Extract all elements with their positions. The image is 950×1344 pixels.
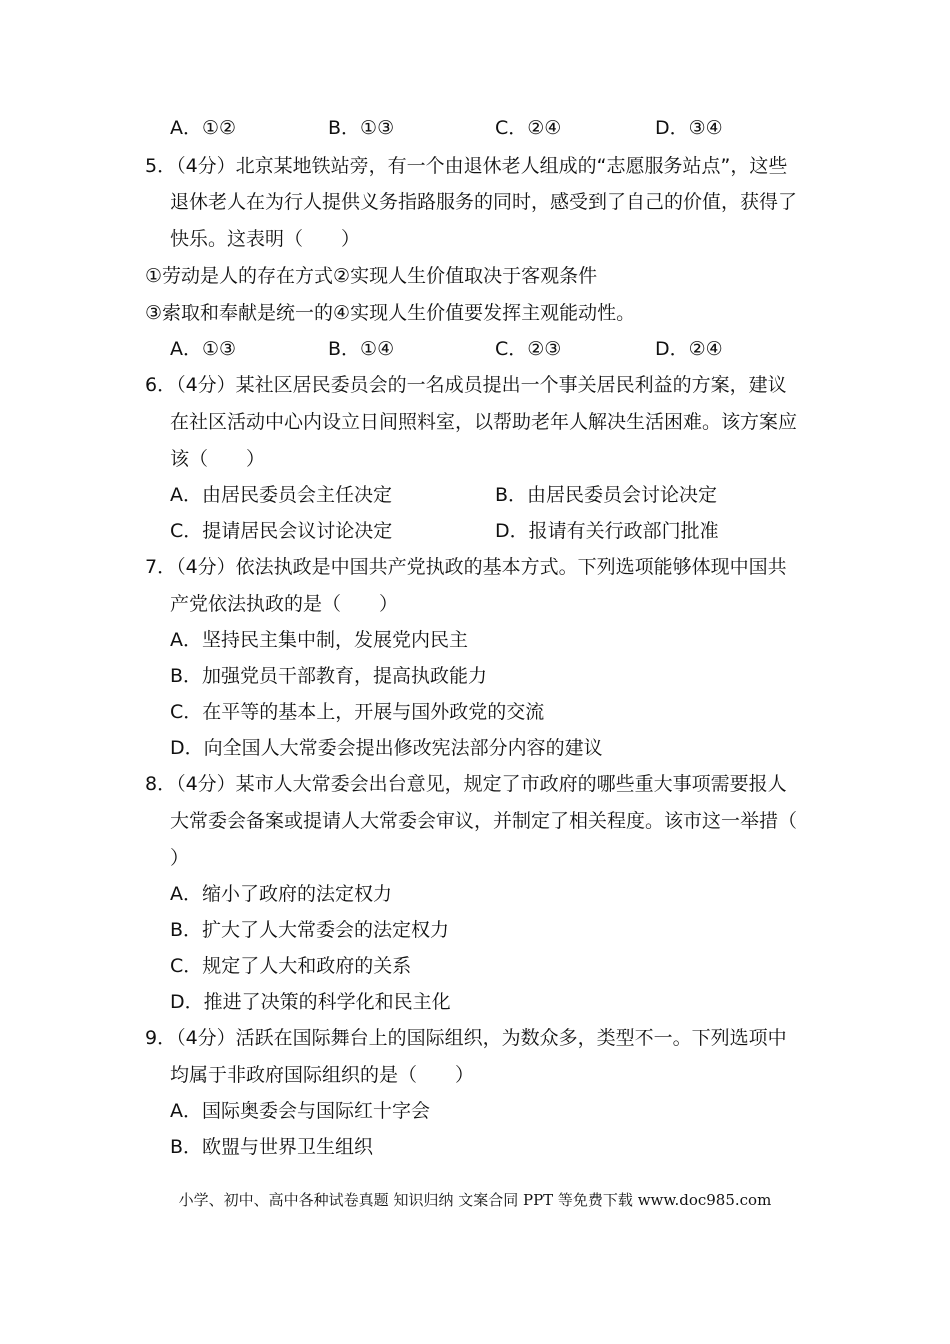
- q8-option-c: C．规定了人大和政府的关系: [170, 955, 412, 977]
- q5-option-b: B．①④: [328, 338, 395, 360]
- q5-statement-2: ③索取和奉献是统一的④实现人生价值要发挥主观能动性。: [145, 302, 636, 324]
- q4-option-d: D．③④: [655, 117, 723, 139]
- q9-stem-line-1: 9．（4分）活跃在国际舞台上的国际组织，为数众多，类型不一。下列选项中: [145, 1027, 787, 1049]
- q7-option-c: C．在平等的基本上，开展与国外政党的交流: [170, 701, 545, 723]
- q9-stem-line-2: 均属于非政府国际组织的是（ ）: [170, 1064, 475, 1086]
- q4-option-c: C．②④: [495, 117, 562, 139]
- q5-option-c: C．②③: [495, 338, 562, 360]
- q7-stem-line-1: 7．（4分）依法执政是中国共产党执政的基本方式。下列选项能够体现中国共: [145, 556, 787, 578]
- q5-stem-line-2: 退休老人在为行人提供义务指路服务的同时，感受到了自己的价值，获得了: [170, 191, 798, 213]
- q6-option-c: C．提请居民会议讨论决定: [170, 520, 393, 542]
- q7-stem-line-2: 产党依法执政的是（ ）: [170, 593, 399, 615]
- q6-stem-line-2: 在社区活动中心内设立日间照料室，以帮助老年人解决生活困难。该方案应: [170, 411, 798, 433]
- q9-option-a: A．国际奥委会与国际红十字会: [170, 1100, 430, 1122]
- q6-option-a: A．由居民委员会主任决定: [170, 484, 392, 506]
- page-footer: 小学、初中、高中各种试卷真题 知识归纳 文案合同 PPT 等免费下载 www.doc985.com: [178, 1191, 772, 1209]
- q6-option-d: D．报请有关行政部门批准: [495, 520, 719, 542]
- q8-option-b: B．扩大了人大常委会的法定权力: [170, 919, 450, 941]
- q6-stem-line-1: 6．（4分）某社区居民委员会的一名成员提出一个事关居民利益的方案，建议: [145, 374, 787, 396]
- q5-statement-1: ①劳动是人的存在方式②实现人生价值取决于客观条件: [145, 265, 598, 287]
- q8-option-d: D．推进了决策的科学化和民主化: [170, 991, 451, 1013]
- q5-stem-line-1: 5．（4分）北京某地铁站旁，有一个由退休老人组成的“志愿服务站点”，这些: [145, 155, 788, 177]
- q4-option-b: B．①③: [328, 117, 395, 139]
- q7-option-a: A．坚持民主集中制，发展党内民主: [170, 629, 468, 651]
- q8-stem-line-2: 大常委会备案或提请人大常委会审议，并制定了相关程度。该市这一举措（: [170, 810, 798, 832]
- q9-option-b: B．欧盟与世界卫生组织: [170, 1136, 374, 1158]
- q5-stem-line-3: 快乐。这表明（ ）: [170, 228, 361, 250]
- q8-stem-line-3: ）: [170, 847, 190, 869]
- q8-option-a: A．缩小了政府的法定权力: [170, 883, 392, 905]
- q4-option-a: A．①②: [170, 117, 237, 139]
- q7-option-b: B．加强党员干部教育，提高执政能力: [170, 665, 488, 687]
- q5-option-a: A．①③: [170, 338, 237, 360]
- q6-option-b: B．由居民委员会讨论决定: [495, 484, 718, 506]
- q8-stem-line-1: 8．（4分）某市人大常委会出台意见，规定了市政府的哪些重大事项需要报人: [145, 773, 787, 795]
- q7-option-d: D．向全国人大常委会提出修改宪法部分内容的建议: [170, 737, 603, 759]
- q5-option-d: D．②④: [655, 338, 723, 360]
- q6-stem-line-3: 该（ ）: [170, 448, 266, 470]
